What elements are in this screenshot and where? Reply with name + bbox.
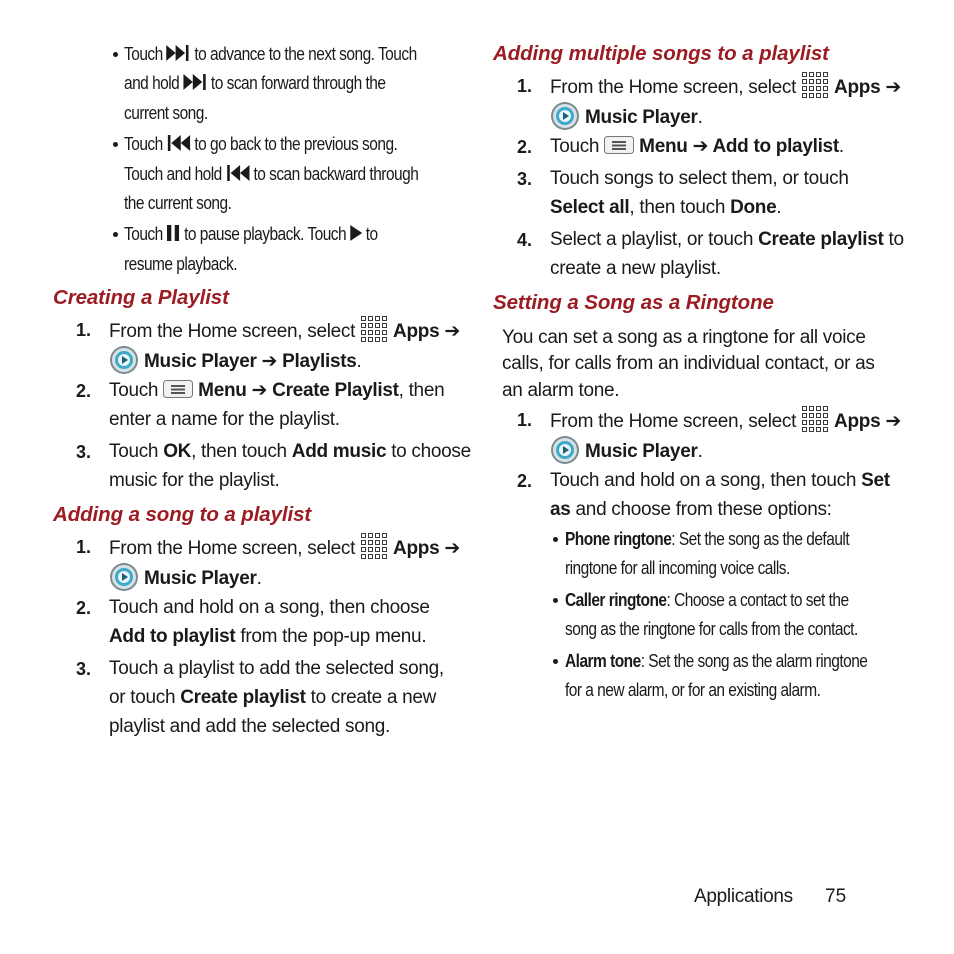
apps-grid-icon	[360, 532, 388, 560]
step-text: create a new playlist.	[550, 258, 721, 279]
step-number: 2.	[76, 598, 92, 618]
heading-ringtone: Setting a Song as a Ringtone	[493, 291, 774, 314]
bullet-next-line1: Touch to advance to the next song. Touch	[124, 44, 417, 64]
step-text: enter a name for the playlist.	[109, 409, 340, 430]
option-phone-ringtone-desc: ringtone for all incoming voice calls.	[565, 558, 790, 578]
step-text: Music Player.	[550, 103, 703, 133]
step-number: 2.	[517, 137, 533, 157]
step-text: Touch songs to select them, or touch	[550, 168, 849, 189]
step-text: Touch OK, then touch Add music to choose	[109, 441, 471, 462]
step-number: 2.	[76, 381, 92, 401]
step-text: as and choose from these options:	[550, 499, 832, 520]
step-text: Touch a playlist to add the selected song,	[109, 658, 444, 679]
bullet-dot	[113, 52, 118, 57]
next-icon	[167, 45, 191, 61]
option-alarm-tone-desc: for a new alarm, or for an existing alarm.	[565, 680, 821, 700]
music-player-icon	[550, 435, 580, 465]
step-text: playlist and add the selected song.	[109, 716, 391, 737]
bullet-dot	[113, 142, 118, 147]
option-phone-ringtone: Phone ringtone: Set the song as the default	[565, 529, 850, 549]
play-icon	[350, 225, 362, 241]
apps-grid-icon	[801, 405, 829, 433]
step-text: From the Home screen, select Apps ➔	[550, 74, 901, 102]
page-number: 75	[825, 886, 847, 907]
option-caller-ringtone: Caller ringtone: Choose a contact to set the	[565, 590, 849, 610]
step-text: Music Player.	[109, 564, 262, 594]
step-text: Add to playlist from the pop-up menu.	[109, 626, 427, 647]
step-number: 4.	[517, 230, 533, 250]
step-text: Touch Menu ➔ Add to playlist.	[550, 136, 844, 157]
heading-creating-playlist: Creating a Playlist	[53, 286, 229, 309]
menu-icon	[163, 380, 193, 398]
heading-adding-song: Adding a song to a playlist	[53, 503, 312, 526]
step-text: or touch Create playlist to create a new	[109, 687, 437, 708]
bullet-prev-line3: the current song.	[124, 193, 232, 213]
bullet-next-line3: current song.	[124, 103, 208, 123]
option-alarm-tone: Alarm tone: Set the song as the alarm ringtone	[565, 651, 868, 671]
intro-text: an alarm tone.	[502, 380, 620, 401]
bullet-next-line2: and hold to scan forward through the	[124, 73, 386, 93]
step-text: music for the playlist.	[109, 470, 280, 491]
step-text: Select a playlist, or touch Create playlist to	[550, 229, 904, 250]
music-player-icon	[550, 101, 580, 131]
bullet-pause-line1: Touch to pause playback. Touch to	[124, 224, 378, 244]
music-player-icon	[109, 562, 139, 592]
step-number: 1.	[517, 76, 533, 96]
step-text: From the Home screen, select Apps ➔	[109, 535, 460, 563]
step-text: From the Home screen, select Apps ➔	[109, 318, 460, 346]
previous-icon	[167, 135, 191, 151]
step-number: 3.	[76, 659, 92, 679]
step-text: Touch and hold on a song, then choose	[109, 597, 430, 618]
apps-grid-icon	[801, 71, 829, 99]
bullet-dot	[553, 537, 558, 542]
step-text: From the Home screen, select Apps ➔	[550, 408, 901, 436]
menu-icon	[604, 136, 634, 154]
bullet-dot	[553, 659, 558, 664]
previous-icon	[226, 165, 250, 181]
bullet-prev-line1: Touch to go back to the previous song.	[124, 134, 398, 154]
step-number: 1.	[76, 320, 92, 340]
bullet-dot	[113, 232, 118, 237]
step-text: Select all, then touch Done.	[550, 197, 782, 218]
step-text: Touch and hold on a song, then touch Set	[550, 470, 890, 491]
pause-icon	[167, 225, 181, 241]
step-text: Music Player.	[550, 437, 703, 467]
next-icon	[183, 74, 207, 90]
bullet-prev-line2: Touch and hold to scan backward through	[124, 164, 419, 184]
step-number: 3.	[517, 169, 533, 189]
intro-text: calls, for calls from an individual contact, or as	[502, 353, 875, 374]
bullet-dot	[553, 598, 558, 603]
bullet-pause-line2: resume playback.	[124, 254, 238, 274]
music-player-icon	[109, 345, 139, 375]
apps-grid-icon	[360, 315, 388, 343]
intro-text: You can set a song as a ringtone for all voice	[502, 327, 866, 348]
step-text: Music Player ➔ Playlists.	[109, 347, 362, 377]
step-number: 1.	[517, 410, 533, 430]
option-caller-ringtone-desc: song as the ringtone for calls from the contact.	[565, 619, 858, 639]
footer-section-name: Applications	[694, 886, 793, 907]
heading-adding-multiple: Adding multiple songs to a playlist	[493, 42, 829, 65]
step-number: 1.	[76, 537, 92, 557]
step-number: 3.	[76, 442, 92, 462]
step-text: Touch Menu ➔ Create Playlist, then	[109, 380, 445, 401]
step-number: 2.	[517, 471, 533, 491]
